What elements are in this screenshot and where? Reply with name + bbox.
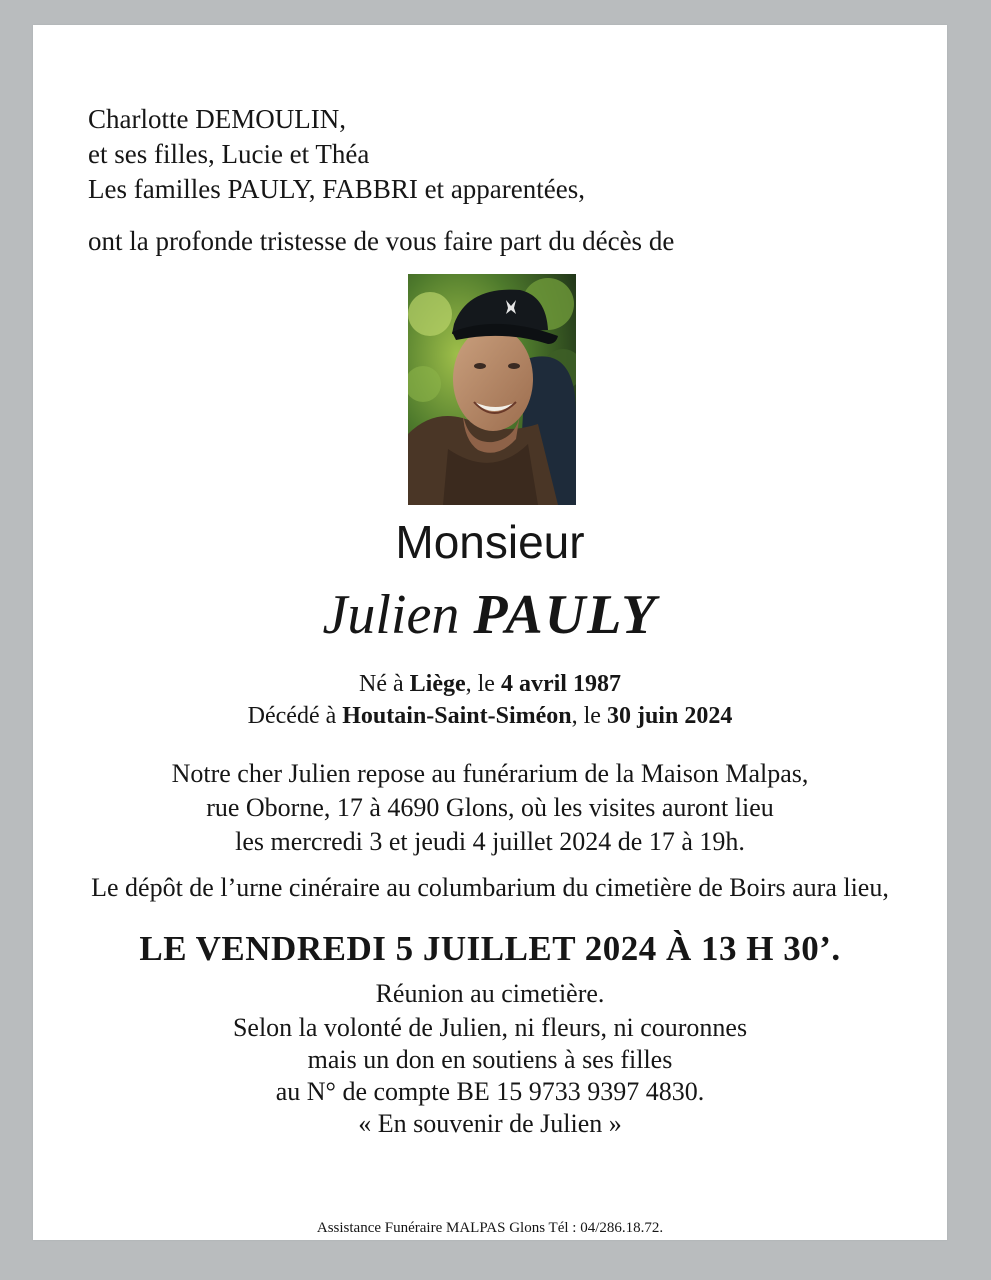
visitation-line-2: rue Oborne, 17 à 4690 Glons, où les visites auront lieu [206,793,774,822]
ceremony-line-5: « En souvenir de Julien » [358,1109,622,1138]
death-line [33,703,947,730]
birth-line [33,671,947,698]
family-line-2: et ses filles, Lucie et Théa [88,139,370,169]
funeral-home-footer: Assistance Funéraire MALPAS Glons Tél : 04/286.18.72. [316,1220,664,1236]
death-date: 30 juin 2024 [606,703,733,729]
birth-mid: , le [465,671,501,697]
ceremony-line-1: Réunion au cimetière. [375,979,605,1008]
death-mid: , le [571,703,607,729]
obituary-sheet [33,25,947,1240]
birth-prefix: Né à [359,671,410,697]
death-prefix: Décédé à [247,703,343,729]
family-line-3: Les familles PAULY, FABBRI et apparentées, [88,174,585,204]
family-line-1: Charlotte DEMOULIN, [88,104,346,134]
last-name: PAULY [473,584,658,646]
honorific: Monsieur [395,516,585,568]
birth-place: Liège [409,671,466,697]
ceremony-line-2: Selon la volonté de Julien, ni fleurs, ni couronnes [232,1013,748,1042]
ceremony-line-3: mais un don en soutiens à ses filles [307,1045,673,1074]
ceremony-intro: Le dépôt de l’urne cinéraire au columbarium du cimetière de Boirs aura lieu, [91,873,889,902]
deceased-photo [408,274,576,505]
portrait-image [408,274,576,505]
ceremony-line-4: au N° de compte BE 15 9733 9397 4830. [275,1077,705,1106]
visitation-line-1: Notre cher Julien repose au funérarium de la Maison Malpas, [171,759,809,788]
birth-date: 4 avril 1987 [500,671,621,697]
ceremony-datetime: LE VENDREDI 5 JUILLET 2024 À 13 H 30’. [139,929,841,968]
first-name: Julien [322,584,460,646]
death-place: Houtain-Saint-Siméon [342,703,572,729]
announcement-intro: ont la profonde tristesse de vous faire part du décès de [88,226,675,256]
visitation-line-3: les mercredi 3 et jeudi 4 juillet 2024 de 17 à 19h. [235,827,745,856]
deceased-name [33,583,947,647]
